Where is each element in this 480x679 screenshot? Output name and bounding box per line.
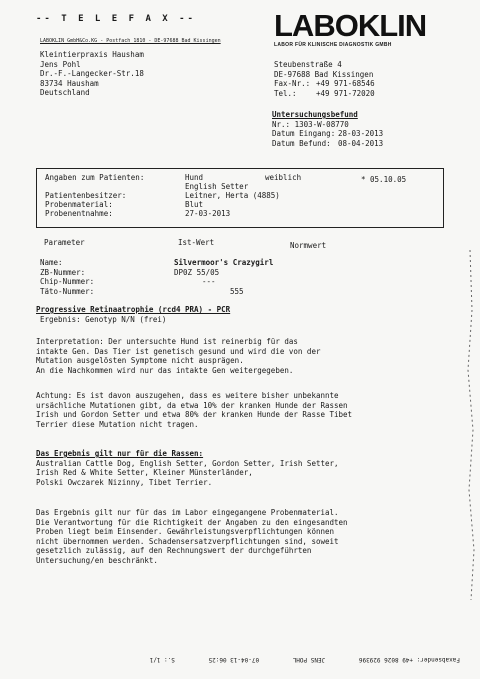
sample-date-row — [45, 209, 230, 218]
owner-label: Patientenbesitzer: — [45, 191, 127, 200]
interpretation-line: Mutation ausgelösten Symptome nicht ausprägen. — [36, 356, 244, 365]
lab-fax-row — [274, 79, 375, 89]
disclaimer-block — [36, 508, 348, 565]
befund-datum: 08-04-2013 — [338, 138, 384, 148]
chip-label: Chip-Nummer: — [40, 277, 95, 286]
footer-page: S.: 1/1 — [149, 656, 175, 663]
fax-footer — [40, 656, 460, 663]
recipient-line: 83734 Hausham — [40, 78, 99, 88]
fax-title: -- T E L E F A X -- — [36, 14, 196, 24]
footer-datetime: 07-04-13 06:25 — [208, 656, 260, 663]
disclaimer-line: Proben liegt beim Einsender. Gewährleistungsverpflichtungen können — [36, 527, 335, 536]
recipient-address — [40, 50, 144, 98]
material-value: Blut — [185, 200, 204, 209]
interpretation-line: intakte Gen. Das Tier ist genetisch gesund und wird die von der — [36, 346, 321, 356]
befund-nr: 1303-W-08770 — [294, 119, 349, 129]
recipient-line: Jens Pohl — [40, 59, 81, 69]
recipient-line: Deutschland — [40, 88, 90, 97]
footer-name: JENS POHL — [292, 656, 326, 663]
rassen-title: Das Ergebnis gilt nur für die Rassen: — [36, 449, 204, 458]
achtung-line: Achtung: Es ist davon auszugehen, dass es weitere bisher unbekannte — [36, 391, 339, 400]
befund-nr-label: Nr.: — [272, 119, 291, 129]
logo-subtitle: LABOR FÜR KLINISCHE DIAGNOSTIK GMBH — [274, 42, 392, 48]
befund-eingang-label: Datum Eingang: — [272, 129, 336, 138]
lab-tel: +49 971-72020 — [316, 88, 375, 98]
befund-title: Untersuchungsbefund — [272, 110, 358, 119]
zb-row — [40, 268, 219, 277]
col-parameter: Parameter — [44, 238, 85, 247]
patient-box — [36, 168, 444, 228]
test-result: Ergebnis: Genotyp N/N (frei) — [40, 315, 167, 324]
col-ist-wert: Ist-Wert — [178, 238, 215, 247]
laboklin-logo — [274, 8, 444, 48]
dog-name-value: Silvermoor's Crazygirl — [174, 258, 274, 267]
sample-date-label: Probenentnahme: — [45, 209, 113, 218]
patient-dob: * 05.10.05 — [361, 175, 407, 184]
tato-label: Täto-Nummer: — [40, 287, 95, 296]
achtung-line: Irish und Gordon Setter und etwa 80% der kranken Hunde der Rasse Tibet — [36, 410, 353, 419]
lab-fax-label: Fax-Nr.: — [274, 79, 311, 88]
material-row — [45, 200, 203, 209]
material-label: Probenmaterial: — [45, 200, 113, 209]
test-title: Progressive Retinaatrophie (rcd4 PRA) - PCR — [36, 305, 231, 314]
disclaimer-line: Das Ergebnis gilt nur für das im Labor eingegangene Probenmaterial. — [36, 508, 339, 517]
befund-eingang-row — [272, 129, 383, 139]
lab-tel-row — [274, 89, 375, 99]
sender-line: LABOKLIN GmbH&Co.KG - Postfach 1810 - DE-97688 Bad Kissingen — [40, 38, 221, 44]
rassen-block — [36, 449, 339, 487]
disclaimer-line: Untersuchung/en beschränkt. — [36, 555, 158, 565]
chip-value: --- — [202, 277, 216, 286]
sample-date-value: 27-03-2013 — [185, 209, 231, 218]
patient-species: Hund — [185, 173, 204, 182]
befund-block — [272, 110, 383, 148]
owner-value: Leitner, Herta (4885) — [185, 191, 280, 200]
befund-datum-row — [272, 139, 383, 149]
dog-name-row — [40, 258, 273, 267]
lab-street: Steubenstraße 4 — [274, 60, 342, 69]
recipient-line: Kleintierpraxis Hausham — [40, 50, 144, 59]
rassen-line: Irish Red & White Setter, Kleiner Münsterländer, — [36, 468, 253, 477]
patient-heading: Angaben zum Patienten: — [45, 173, 145, 182]
dog-name-label: Name: — [40, 258, 63, 267]
patient-heading-row — [45, 173, 203, 182]
disclaimer-line: Die Verantwortung für die Richtigkeit der Angaben zu den eingesandten — [36, 517, 348, 527]
patient-breed: English Setter — [185, 182, 249, 191]
footer-sender: Faxabsender: +49 8026 929396 — [358, 656, 460, 663]
rassen-line: Polski Owczarek Nizinny, Tibet Terrier. — [36, 477, 213, 487]
lab-tel-label: Tel.: — [274, 88, 297, 98]
achtung-block — [36, 391, 352, 429]
zb-label: ZB-Nummer: — [40, 268, 86, 277]
achtung-line: ursächliche Mutationen gibt, da etwa 10% der kranken Hunde der Rassen — [36, 400, 348, 410]
rassen-line: Australian Cattle Dog, English Setter, Gordon Setter, Irish Setter, — [36, 458, 339, 468]
interpretation-line: Interpretation: Der untersuchte Hund ist reinerbig für das — [36, 337, 298, 346]
lab-address — [274, 60, 375, 98]
chip-row — [40, 277, 216, 286]
befund-nr-row — [272, 120, 383, 130]
tato-row — [40, 287, 244, 296]
scan-edge-noise — [452, 250, 476, 600]
lab-fax: +49 971-68546 — [316, 79, 375, 88]
owner-row — [45, 191, 280, 200]
befund-datum-label: Datum Befund: — [272, 138, 331, 148]
disclaimer-line: nicht übernommen werden. Schadensersatzverpflichtungen sind, soweit — [36, 536, 339, 546]
zb-value: DP0Z 55/05 — [174, 268, 220, 277]
disclaimer-line: gesetzlich zulässig, auf den Rechnungswert der durchgeführten — [36, 546, 312, 555]
interpretation-block — [36, 337, 320, 375]
recipient-line: Dr.-F.-Langecker-Str.18 — [40, 69, 144, 78]
tato-value: 555 — [230, 287, 244, 296]
col-normwert: Normwert — [290, 241, 327, 250]
lab-city: DE-97688 Bad Kissingen — [274, 69, 374, 79]
befund-eingang: 28-03-2013 — [338, 129, 384, 138]
interpretation-line: An die Nachkommen wird nur das intakte Gen weitergegeben. — [36, 365, 294, 375]
achtung-line: Terrier diese Mutation nicht tragen. — [36, 419, 199, 429]
patient-sex: weiblich — [265, 173, 302, 182]
logo-wordmark: LABOKLIN — [274, 8, 427, 43]
